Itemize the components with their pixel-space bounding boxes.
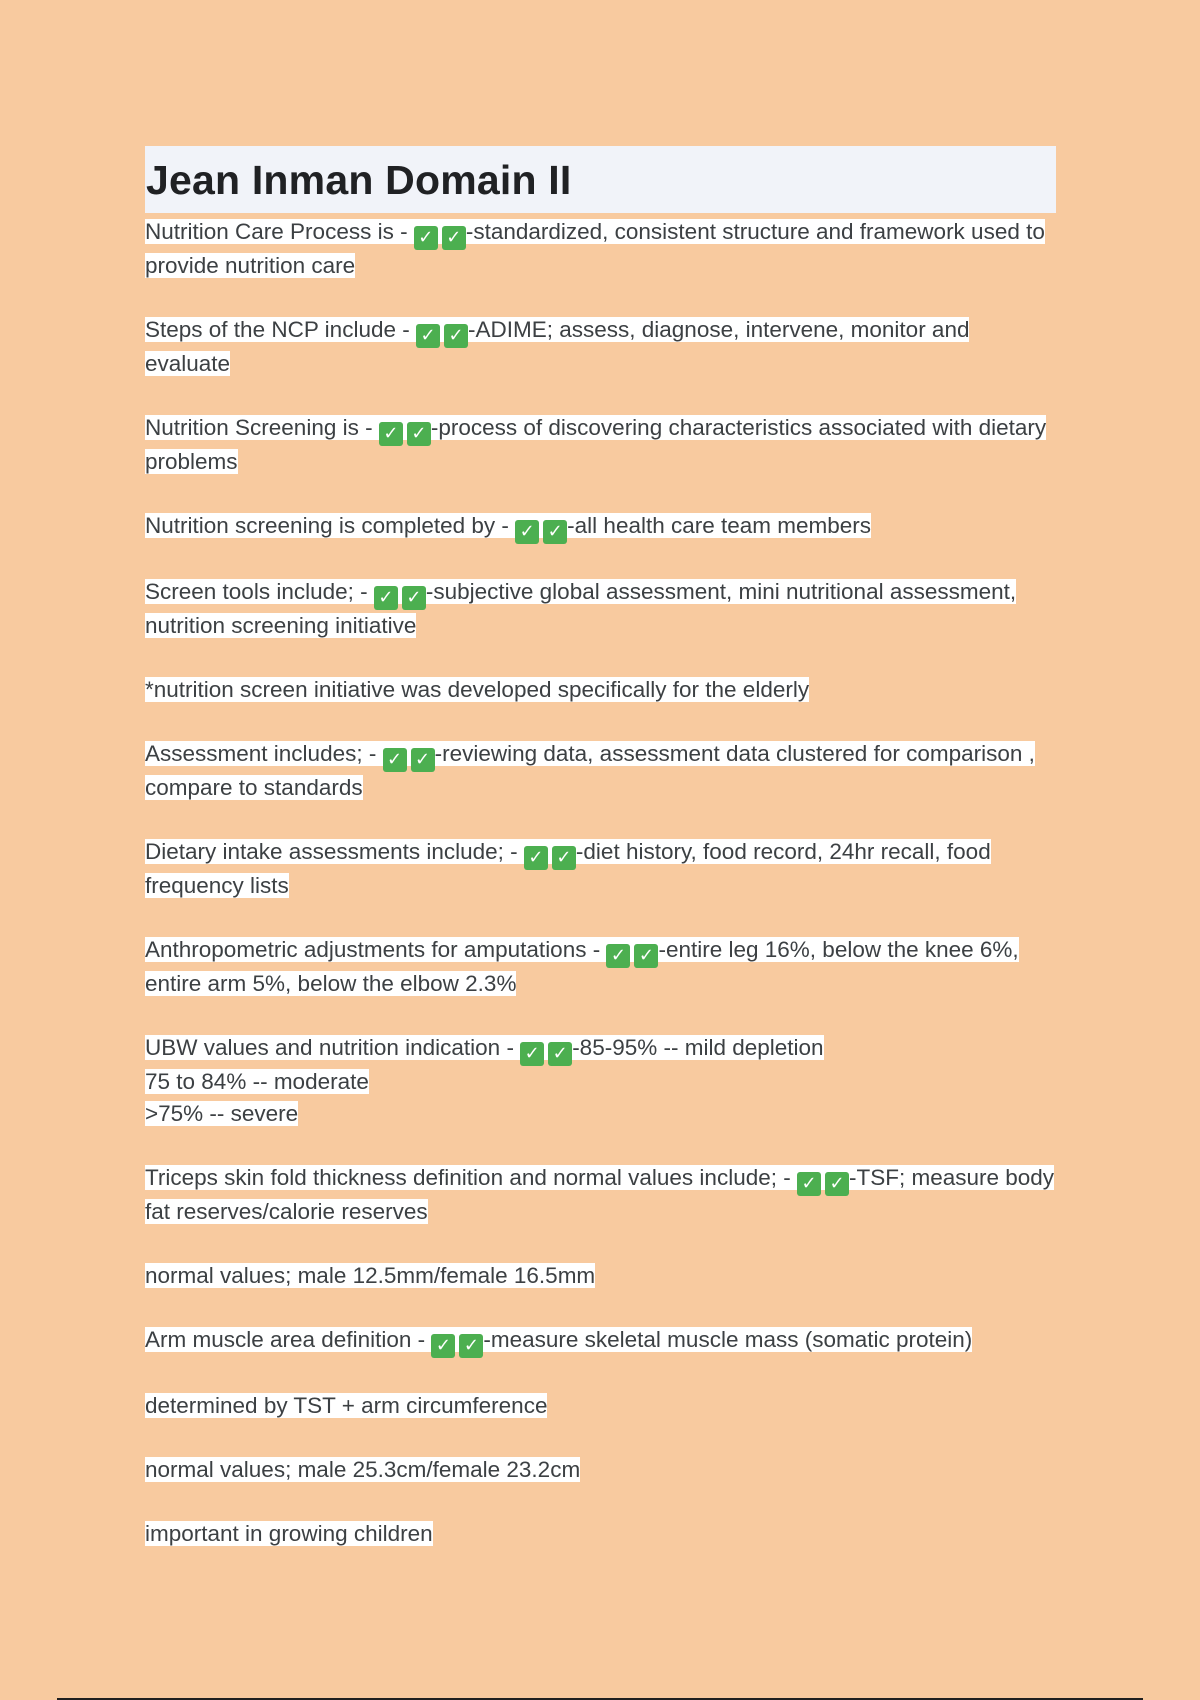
answer-text: -TSF; measure body fat reserves/calorie reserves [145,1165,1055,1224]
check-mark-icon: ✓ [442,226,466,250]
check-mark-icon: ✓ [520,1042,544,1066]
note-paragraph [145,674,1056,706]
document-page [145,146,1056,1582]
check-mark-icon: ✓ [402,586,426,610]
highlighted-text [145,513,872,542]
check-mark-icon: ✓ [383,748,407,772]
title-bar [145,146,1056,213]
answer-text: -reviewing data, assessment data clustered for comparison , compare to standards [145,741,1035,800]
document-title: Jean Inman Domain II [146,157,572,203]
check-mark-icon: ✓ [634,944,658,968]
question-text: Assessment includes; - [145,741,383,766]
question-text: UBW values and nutrition indication - [145,1035,521,1060]
qa-paragraph [145,738,1056,804]
question-text: Dietary intake assessments include; - [145,839,524,864]
question-text: Triceps skin fold thickness definition and normal values include; - [145,1165,797,1190]
highlighted-text [145,937,1019,996]
question-text: Screen tools include; - [145,579,374,604]
check-mark-icon: ✓ [552,846,576,870]
note-paragraph [145,1260,1056,1292]
highlighted-text [145,741,1035,800]
answer-text: -all health care team members [567,513,872,538]
qa-paragraph [145,412,1056,478]
highlighted-text [145,1393,547,1418]
qa-paragraph [145,1324,1056,1358]
check-mark-icon: ✓ [459,1334,483,1358]
note-text: normal values; male 25.3cm/female 23.2cm [145,1457,581,1482]
highlighted-text [145,1327,973,1356]
highlighted-text [145,219,1045,278]
question-text: Nutrition Care Process is - [145,219,414,244]
highlighted-text [145,1165,1054,1224]
highlighted-text [145,839,991,898]
check-mark-icon: ✓ [416,324,440,348]
check-mark-icon: ✓ [548,1042,572,1066]
check-mark-icon: ✓ [543,520,567,544]
check-mark-icon: ✓ [374,586,398,610]
answer-text: -diet history, food record, 24hr recall, food frequency lists [145,839,991,898]
question-text: Arm muscle area definition - [145,1327,432,1352]
check-mark-icon: ✓ [524,846,548,870]
question-text: Steps of the NCP include - [145,317,416,342]
highlighted-text [145,677,809,702]
note-text: important in growing children [145,1521,433,1546]
answer-text: -ADIME; assess, diagnose, intervene, monitor and evaluate [145,317,970,376]
check-mark-icon: ✓ [431,1334,455,1358]
check-mark-icon: ✓ [444,324,468,348]
check-mark-icon: ✓ [411,748,435,772]
check-mark-icon: ✓ [407,422,431,446]
note-paragraph [145,1390,1056,1422]
answer-text: -process of discovering characteristics associated with dietary problems [145,415,1047,474]
qa-paragraph [145,314,1056,380]
question-text: Nutrition screening is completed by - [145,513,516,538]
entries-list [145,216,1056,1550]
qa-paragraph [145,836,1056,902]
answer-text: -standardized, consistent structure and framework used to provide nutrition care [145,219,1045,278]
highlighted-text [145,1035,824,1126]
highlighted-text [145,415,1046,474]
note-text: normal values; male 12.5mm/female 16.5mm [145,1263,596,1288]
highlighted-text [145,1521,433,1546]
check-mark-icon: ✓ [379,422,403,446]
answer-text: -measure skeletal muscle mass (somatic protein) [483,1327,973,1352]
qa-paragraph [145,216,1056,282]
qa-paragraph [145,576,1056,642]
highlighted-text [145,317,969,376]
note-text: determined by TST + arm circumference [145,1393,548,1418]
highlighted-text [145,579,1016,638]
question-text: Nutrition Screening is - [145,415,379,440]
note-paragraph [145,1454,1056,1486]
question-text: Anthropometric adjustments for amputations - [145,937,607,962]
qa-paragraph [145,510,1056,544]
qa-paragraph [145,1032,1056,1130]
answer-text: -subjective global assessment, mini nutritional assessment, nutrition screening initiative [145,579,1017,638]
check-mark-icon: ✓ [797,1172,821,1196]
note-paragraph [145,1518,1056,1550]
highlighted-text [145,1457,580,1482]
highlighted-text [145,1263,595,1288]
check-mark-icon: ✓ [515,520,539,544]
qa-paragraph [145,1162,1056,1228]
check-mark-icon: ✓ [825,1172,849,1196]
answer-text: -85-95% -- mild depletion 75 to 84% -- moderate >75% -- severe [145,1035,824,1126]
answer-text: -entire leg 16%, below the knee 6%, entire arm 5%, below the elbow 2.3% [145,937,1019,996]
check-mark-icon: ✓ [414,226,438,250]
qa-paragraph [145,934,1056,1000]
check-mark-icon: ✓ [606,944,630,968]
note-text: *nutrition screen initiative was developed specifically for the elderly [145,677,810,702]
